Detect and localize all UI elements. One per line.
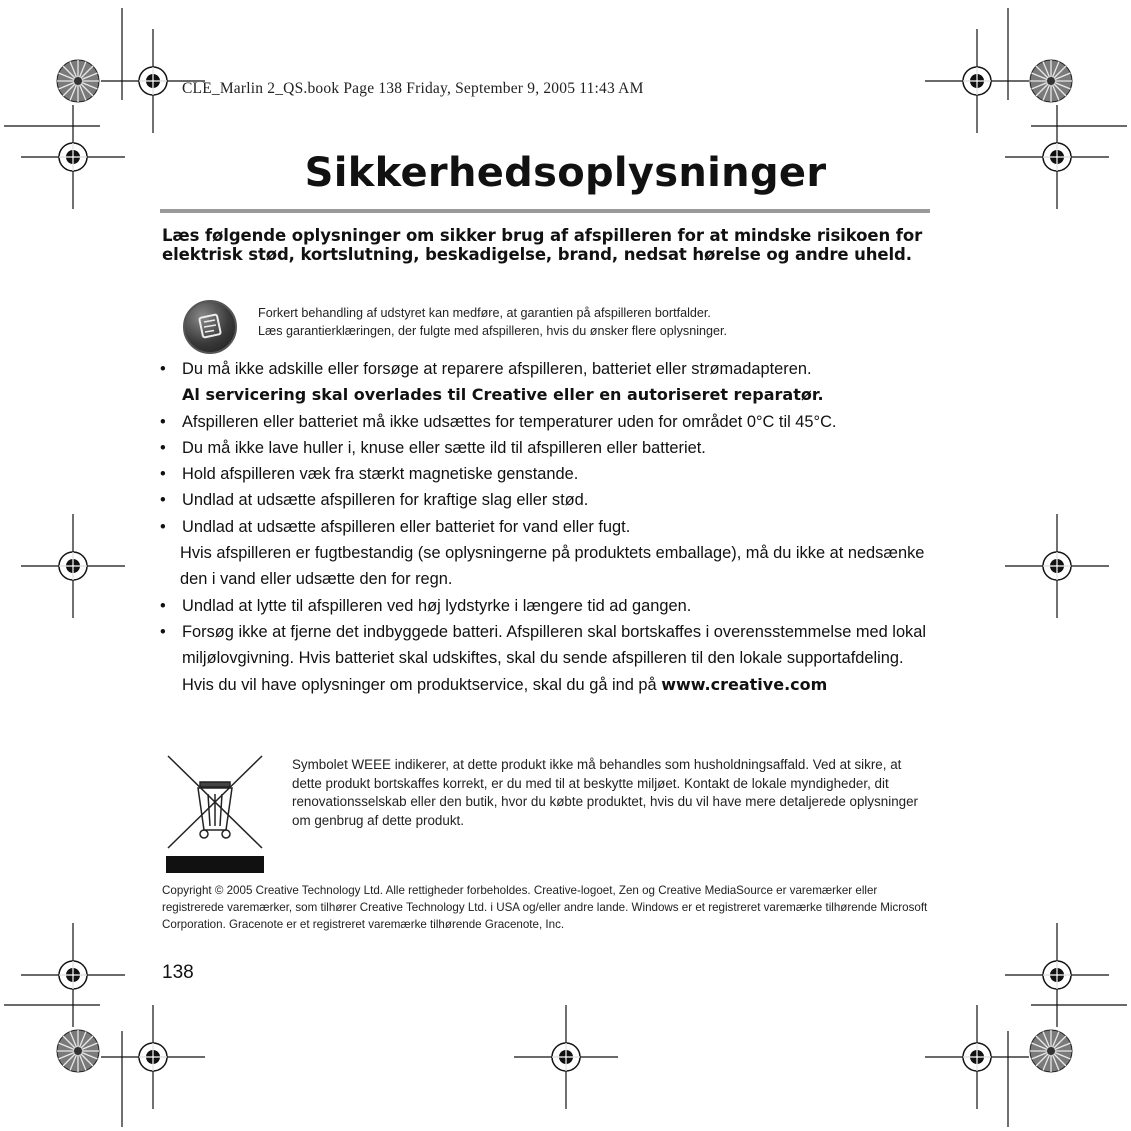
website-link[interactable]: www.creative.com xyxy=(661,674,828,694)
print-header: CLE_Marlin 2_QS.book Page 138 Friday, September 9, 2005 11:43 AM xyxy=(182,80,644,97)
registration-crosshair-icon xyxy=(21,514,125,618)
registration-crosshair-icon xyxy=(101,1005,205,1109)
warranty-note-line: Forkert behandling af udstyret kan medføre, at garantien på afspilleren bortfalder. xyxy=(258,306,711,320)
warranty-note-line: Læs garantierklæringen, der fulgte med afspilleren, hvis du ønsker flere oplysninger. xyxy=(258,324,728,338)
registration-crosshair-icon xyxy=(925,29,1029,133)
title-divider xyxy=(160,209,930,213)
page-number: 138 xyxy=(162,962,194,983)
page-title: Sikkerhedsoplysninger xyxy=(304,150,827,196)
registration-crosshair-icon xyxy=(925,1005,1029,1109)
list-item-continuation: Hvis afspilleren er fugtbestandig (se oplysningerne på produktets emballage), må du ikke at nedsænke den i vand eller udsætte den for regn. xyxy=(180,544,925,589)
color-target-icon xyxy=(1030,1030,1072,1072)
color-target-icon xyxy=(1030,60,1072,102)
intro-paragraph: Læs følgende oplysninger om sikker brug af afspilleren for at mindske risikoen for elektrisk stød, kortslutning, beskadigelse, brand, nedsat hørelse og andre uheld. xyxy=(162,226,923,264)
list-item: • Afspilleren eller batteriet må ikke udsættes for temperaturer uden for området 0°C til 45°C. xyxy=(160,409,935,435)
list-item: • Hold afspilleren væk fra stærkt magnetiske genstande. xyxy=(160,461,935,487)
list-item xyxy=(160,356,935,409)
color-target-icon xyxy=(57,60,99,102)
weee-note: Symbolet WEEE indikerer, at dette produkt ikke må behandles som husholdningsaffald. Ved at sikre, at dette produkt bortskaffes korrekt, er du med til at beskytte miljøet. Kontakt de lokale myndigheder, dit renovationsselskab eller den butik, hvor du købte produktet, hvis du vil have mere detaljerede oplysninger om genbrug af dette produkt. xyxy=(292,757,918,828)
list-item: • Undlad at lytte til afspilleren ved høj lydstyrke i længere tid ad gangen. xyxy=(160,593,935,619)
registration-crosshair-icon xyxy=(514,1005,618,1109)
color-target-icon xyxy=(57,1030,99,1072)
list-item-emphasis: Al servicering skal overlades til Creative eller en autoriseret reparatør. xyxy=(182,385,824,405)
crossed-out-wheelie-bin-icon xyxy=(160,750,270,878)
list-item: • Undlad at udsætte afspilleren eller batteriet for vand eller fugt. xyxy=(160,514,935,540)
list-item-text: Forsøg ikke at fjerne det indbyggede batteri. Afspilleren skal bortskaffes i overensstemmelse med lokal miljølovgivning. Hvis batteriet skal udskiftes, skal du sende afspilleren til den lokale supportafdeling. Hvis du vil have oplysninger om produktservice, skal du gå ind på xyxy=(182,622,927,694)
registration-crosshair-icon xyxy=(1005,923,1109,1027)
registration-crosshair-icon xyxy=(1005,514,1109,618)
copyright-notice: Copyright © 2005 Creative Technology Ltd. Alle rettigheder forbeholdes. Creative-logoet, Zen og Creative MediaSource er varemærker eller registrerede varemærker, som tilhører Creative Technology Ltd. i USA og/eller andre lande. Windows er et registreret varemærke tilhørende Microsoft Corporation. Gracenote er et registreret varemærke tilhørende Gracenote, Inc. xyxy=(162,884,928,931)
safety-list xyxy=(160,356,935,698)
list-item-text: Du må ikke adskille eller forsøge at reparere afspilleren, batteriet eller strømadapteren. xyxy=(182,360,812,378)
registration-crosshair-icon xyxy=(21,923,125,1027)
list-item xyxy=(160,619,935,698)
warranty-seal-icon xyxy=(183,300,237,354)
list-item: • Du må ikke lave huller i, knuse eller sætte ild til afspilleren eller batteriet. xyxy=(160,435,935,461)
list-item: • Undlad at udsætte afspilleren for kraftige slag eller stød. xyxy=(160,487,935,513)
warranty-note xyxy=(258,304,918,340)
